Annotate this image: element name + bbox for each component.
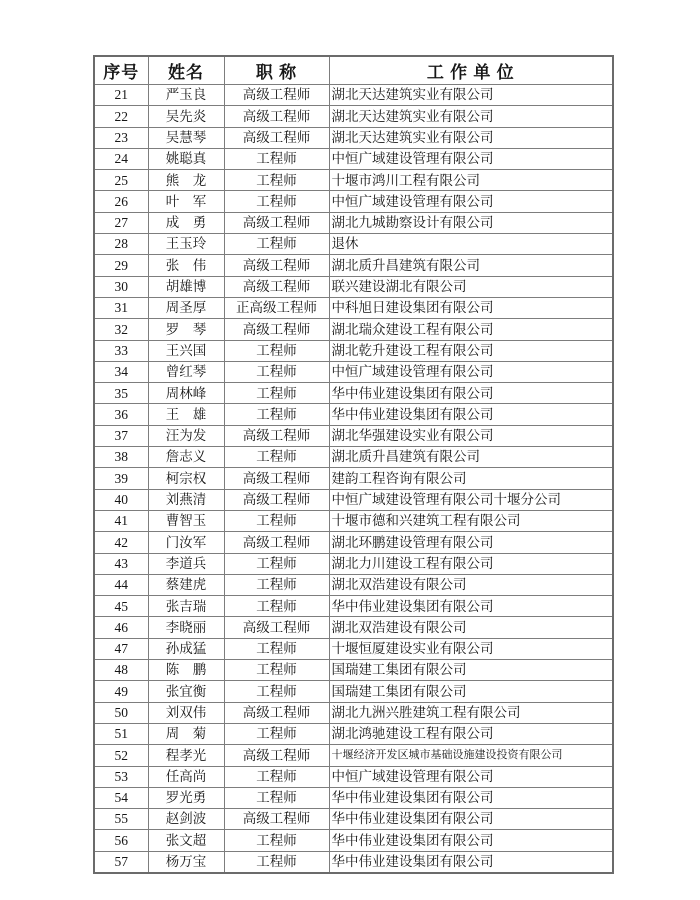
cell-seq: 22 xyxy=(94,106,148,127)
table-row xyxy=(94,297,613,318)
cell-title: 高级工程师 xyxy=(224,106,329,127)
cell-name: 姚聪真 xyxy=(148,148,224,169)
table-row xyxy=(94,170,613,191)
cell-unit: 湖北双浩建设有限公司 xyxy=(329,574,613,595)
cell-title: 工程师 xyxy=(224,787,329,808)
table-row xyxy=(94,319,613,340)
cell-unit: 国瑞建工集团有限公司 xyxy=(329,660,613,681)
cell-unit: 中恒广域建设管理有限公司 xyxy=(329,191,613,212)
cell-name: 李道兵 xyxy=(148,553,224,574)
header-name: 姓名 xyxy=(148,56,224,85)
cell-unit: 华中伟业建设集团有限公司 xyxy=(329,830,613,851)
cell-seq: 23 xyxy=(94,127,148,148)
cell-seq: 57 xyxy=(94,851,148,873)
cell-name: 张吉瑞 xyxy=(148,596,224,617)
cell-name: 蔡建虎 xyxy=(148,574,224,595)
cell-name: 王兴国 xyxy=(148,340,224,361)
cell-name: 周圣厚 xyxy=(148,297,224,318)
table-row xyxy=(94,447,613,468)
cell-seq: 35 xyxy=(94,383,148,404)
cell-name: 赵剑波 xyxy=(148,809,224,830)
cell-unit: 国瑞建工集团有限公司 xyxy=(329,681,613,702)
cell-title: 高级工程师 xyxy=(224,745,329,766)
cell-seq: 24 xyxy=(94,148,148,169)
table-row xyxy=(94,681,613,702)
table-row xyxy=(94,596,613,617)
cell-unit: 建韵工程咨询有限公司 xyxy=(329,468,613,489)
cell-title: 工程师 xyxy=(224,510,329,531)
cell-seq: 40 xyxy=(94,489,148,510)
cell-title: 工程师 xyxy=(224,851,329,873)
cell-seq: 29 xyxy=(94,255,148,276)
table-row xyxy=(94,745,613,766)
cell-title: 高级工程师 xyxy=(224,127,329,148)
cell-unit: 华中伟业建设集团有限公司 xyxy=(329,787,613,808)
table-row xyxy=(94,191,613,212)
table-body xyxy=(94,85,613,873)
cell-name: 任高尚 xyxy=(148,766,224,787)
header-work-unit: 工 作 单 位 xyxy=(329,56,613,85)
cell-name: 曹智玉 xyxy=(148,510,224,531)
cell-name: 刘双伟 xyxy=(148,702,224,723)
cell-seq: 55 xyxy=(94,809,148,830)
table-row xyxy=(94,830,613,851)
cell-name: 张文超 xyxy=(148,830,224,851)
cell-name: 周 菊 xyxy=(148,723,224,744)
table-row xyxy=(94,617,613,638)
table-row xyxy=(94,660,613,681)
header-seq: 序号 xyxy=(94,56,148,85)
cell-unit: 华中伟业建设集团有限公司 xyxy=(329,404,613,425)
cell-title: 工程师 xyxy=(224,681,329,702)
cell-name: 杨万宝 xyxy=(148,851,224,873)
cell-unit: 湖北环鹏建设管理有限公司 xyxy=(329,532,613,553)
table-row xyxy=(94,404,613,425)
cell-unit: 湖北九城勘察设计有限公司 xyxy=(329,212,613,233)
cell-seq: 31 xyxy=(94,297,148,318)
cell-name: 曾红琴 xyxy=(148,361,224,382)
cell-name: 吴慧琴 xyxy=(148,127,224,148)
cell-seq: 52 xyxy=(94,745,148,766)
cell-name: 罗光勇 xyxy=(148,787,224,808)
cell-seq: 32 xyxy=(94,319,148,340)
cell-seq: 27 xyxy=(94,212,148,233)
cell-unit: 中恒广域建设管理有限公司 xyxy=(329,361,613,382)
cell-title: 工程师 xyxy=(224,191,329,212)
cell-seq: 26 xyxy=(94,191,148,212)
table-row xyxy=(94,85,613,106)
cell-name: 张 伟 xyxy=(148,255,224,276)
header-row xyxy=(94,56,613,85)
table-row xyxy=(94,702,613,723)
cell-name: 门汝军 xyxy=(148,532,224,553)
cell-title: 工程师 xyxy=(224,723,329,744)
cell-name: 胡雄博 xyxy=(148,276,224,297)
table-row xyxy=(94,510,613,531)
cell-seq: 49 xyxy=(94,681,148,702)
cell-title: 高级工程师 xyxy=(224,425,329,446)
cell-title: 高级工程师 xyxy=(224,319,329,340)
cell-name: 陈 鹏 xyxy=(148,660,224,681)
cell-unit: 十堰市德和兴建筑工程有限公司 xyxy=(329,510,613,531)
cell-unit: 华中伟业建设集团有限公司 xyxy=(329,809,613,830)
cell-seq: 48 xyxy=(94,660,148,681)
cell-title: 高级工程师 xyxy=(224,617,329,638)
cell-seq: 47 xyxy=(94,638,148,659)
cell-name: 周林峰 xyxy=(148,383,224,404)
cell-unit: 湖北华强建设实业有限公司 xyxy=(329,425,613,446)
table-row xyxy=(94,723,613,744)
cell-title: 正高级工程师 xyxy=(224,297,329,318)
cell-name: 严玉良 xyxy=(148,85,224,106)
cell-title: 工程师 xyxy=(224,340,329,361)
cell-name: 孙成猛 xyxy=(148,638,224,659)
cell-name: 程孝光 xyxy=(148,745,224,766)
table-row xyxy=(94,127,613,148)
table-row xyxy=(94,148,613,169)
cell-unit: 十堰恒厦建设实业有限公司 xyxy=(329,638,613,659)
table-row xyxy=(94,809,613,830)
cell-name: 王玉玲 xyxy=(148,234,224,255)
cell-seq: 53 xyxy=(94,766,148,787)
table-row xyxy=(94,532,613,553)
cell-name: 张宜衡 xyxy=(148,681,224,702)
cell-seq: 25 xyxy=(94,170,148,191)
cell-seq: 45 xyxy=(94,596,148,617)
cell-unit: 湖北天达建筑实业有限公司 xyxy=(329,106,613,127)
cell-unit: 十堰市鸿川工程有限公司 xyxy=(329,170,613,191)
cell-unit: 湖北瑞众建设工程有限公司 xyxy=(329,319,613,340)
cell-title: 工程师 xyxy=(224,830,329,851)
header-title: 职 称 xyxy=(224,56,329,85)
cell-seq: 50 xyxy=(94,702,148,723)
table-row xyxy=(94,255,613,276)
cell-unit: 湖北质升昌建筑有限公司 xyxy=(329,447,613,468)
cell-seq: 34 xyxy=(94,361,148,382)
cell-title: 高级工程师 xyxy=(224,809,329,830)
table-row xyxy=(94,489,613,510)
cell-name: 刘燕清 xyxy=(148,489,224,510)
cell-seq: 21 xyxy=(94,85,148,106)
cell-title: 高级工程师 xyxy=(224,276,329,297)
cell-unit: 中恒广域建设管理有限公司十堰分公司 xyxy=(329,489,613,510)
table-row xyxy=(94,106,613,127)
cell-unit: 联兴建设湖北有限公司 xyxy=(329,276,613,297)
cell-title: 工程师 xyxy=(224,638,329,659)
cell-title: 工程师 xyxy=(224,383,329,404)
cell-unit: 中恒广域建设管理有限公司 xyxy=(329,148,613,169)
cell-title: 工程师 xyxy=(224,148,329,169)
cell-unit: 华中伟业建设集团有限公司 xyxy=(329,851,613,873)
cell-unit: 退休 xyxy=(329,234,613,255)
cell-title: 工程师 xyxy=(224,660,329,681)
cell-name: 柯宗权 xyxy=(148,468,224,489)
cell-title: 工程师 xyxy=(224,596,329,617)
cell-title: 高级工程师 xyxy=(224,468,329,489)
cell-name: 詹志义 xyxy=(148,447,224,468)
cell-unit: 湖北力川建设工程有限公司 xyxy=(329,553,613,574)
cell-unit: 华中伟业建设集团有限公司 xyxy=(329,383,613,404)
cell-title: 工程师 xyxy=(224,766,329,787)
cell-unit: 十堰经济开发区城市基础设施建设投资有限公司 xyxy=(329,745,613,766)
cell-unit: 湖北天达建筑实业有限公司 xyxy=(329,85,613,106)
cell-title: 高级工程师 xyxy=(224,702,329,723)
cell-seq: 28 xyxy=(94,234,148,255)
table-row xyxy=(94,638,613,659)
cell-title: 工程师 xyxy=(224,361,329,382)
cell-seq: 42 xyxy=(94,532,148,553)
table-row xyxy=(94,787,613,808)
cell-unit: 湖北双浩建设有限公司 xyxy=(329,617,613,638)
cell-unit: 湖北乾升建设工程有限公司 xyxy=(329,340,613,361)
cell-seq: 54 xyxy=(94,787,148,808)
cell-seq: 33 xyxy=(94,340,148,361)
cell-title: 工程师 xyxy=(224,170,329,191)
cell-title: 高级工程师 xyxy=(224,85,329,106)
cell-seq: 46 xyxy=(94,617,148,638)
cell-name: 王 雄 xyxy=(148,404,224,425)
cell-title: 高级工程师 xyxy=(224,532,329,553)
cell-title: 高级工程师 xyxy=(224,255,329,276)
cell-title: 工程师 xyxy=(224,447,329,468)
cell-seq: 41 xyxy=(94,510,148,531)
cell-title: 工程师 xyxy=(224,574,329,595)
table-row xyxy=(94,340,613,361)
cell-seq: 44 xyxy=(94,574,148,595)
cell-name: 李晓丽 xyxy=(148,617,224,638)
cell-seq: 51 xyxy=(94,723,148,744)
cell-seq: 30 xyxy=(94,276,148,297)
cell-unit: 湖北鸿驰建设工程有限公司 xyxy=(329,723,613,744)
cell-unit: 湖北九洲兴胜建筑工程有限公司 xyxy=(329,702,613,723)
cell-name: 成 勇 xyxy=(148,212,224,233)
table-row xyxy=(94,766,613,787)
table-row xyxy=(94,574,613,595)
cell-seq: 38 xyxy=(94,447,148,468)
table-row xyxy=(94,234,613,255)
cell-unit: 中恒广域建设管理有限公司 xyxy=(329,766,613,787)
cell-name: 吴先炎 xyxy=(148,106,224,127)
cell-title: 工程师 xyxy=(224,553,329,574)
cell-unit: 湖北天达建筑实业有限公司 xyxy=(329,127,613,148)
cell-name: 汪为发 xyxy=(148,425,224,446)
personnel-roster-table xyxy=(93,55,614,874)
cell-unit: 华中伟业建设集团有限公司 xyxy=(329,596,613,617)
table-row xyxy=(94,276,613,297)
table-row xyxy=(94,212,613,233)
cell-seq: 37 xyxy=(94,425,148,446)
table-row xyxy=(94,468,613,489)
table-row xyxy=(94,851,613,873)
cell-seq: 56 xyxy=(94,830,148,851)
table-row xyxy=(94,553,613,574)
cell-name: 罗 琴 xyxy=(148,319,224,340)
cell-title: 高级工程师 xyxy=(224,212,329,233)
cell-seq: 39 xyxy=(94,468,148,489)
cell-name: 叶 军 xyxy=(148,191,224,212)
cell-seq: 43 xyxy=(94,553,148,574)
cell-seq: 36 xyxy=(94,404,148,425)
table-row xyxy=(94,425,613,446)
table-row xyxy=(94,383,613,404)
cell-title: 工程师 xyxy=(224,234,329,255)
cell-unit: 湖北质升昌建筑有限公司 xyxy=(329,255,613,276)
cell-title: 工程师 xyxy=(224,404,329,425)
table-row xyxy=(94,361,613,382)
cell-unit: 中科旭日建设集团有限公司 xyxy=(329,297,613,318)
cell-title: 高级工程师 xyxy=(224,489,329,510)
cell-name: 熊 龙 xyxy=(148,170,224,191)
